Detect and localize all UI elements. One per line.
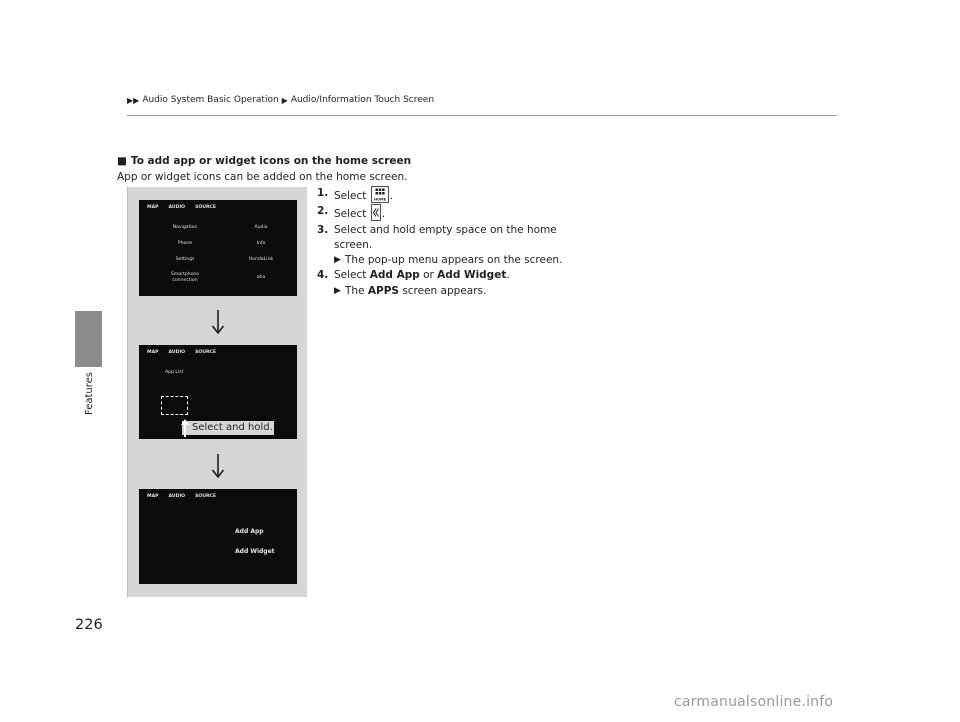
step-4-result — [317, 284, 562, 299]
section-heading — [117, 155, 411, 167]
step-text: Select and hold empty space on the home — [334, 223, 557, 236]
screen-topbar — [147, 350, 216, 355]
step-number: 2. — [317, 205, 329, 218]
page-number: 226 — [75, 617, 103, 633]
add-app-option: Add App — [235, 528, 264, 535]
app-list-screen-illustration — [139, 345, 297, 439]
watermark: carmanualsonline.info — [674, 694, 834, 710]
procedure-steps — [317, 186, 562, 299]
screen-item-settings: Settings — [175, 257, 195, 262]
breadcrumb — [127, 95, 434, 105]
step-4-result-pre: The — [345, 284, 365, 297]
step-4-result-post: screen appears. — [402, 284, 487, 297]
step-3-result-text: The pop-up menu appears on the screen. — [345, 254, 563, 267]
result-arrow-icon: ▶ — [334, 255, 341, 266]
step-4-result-text — [345, 284, 486, 299]
home-screen-illustration — [139, 200, 297, 296]
intro-text: App or widget icons can be added on the home screen. — [117, 171, 408, 183]
screen-item-phone: Phone — [177, 241, 193, 246]
illustration-panel — [127, 187, 307, 597]
screen-item-aha: aha — [256, 275, 266, 280]
breadcrumb-item-touch-screen[interactable]: Audio/Information Touch Screen — [290, 95, 435, 105]
step-1 — [317, 186, 562, 204]
step-3-continued: screen. — [334, 238, 373, 251]
heading-marker: ■ — [117, 155, 127, 167]
step-text — [334, 204, 385, 222]
screen-item-hondalink: HondaLink — [248, 257, 274, 262]
chapter-tab — [75, 311, 102, 367]
topbar-source: SOURCE — [195, 205, 217, 210]
step-number: 1. — [317, 187, 329, 199]
breadcrumb-arrow-icon: ▶▶ — [127, 95, 140, 105]
screen-item-audio: Audio — [254, 225, 268, 230]
step-1-end: . — [389, 190, 394, 202]
empty-space-marker — [161, 396, 188, 415]
step-4-mid: or — [423, 269, 434, 282]
screen-item-smartphone: Smartphone — [170, 272, 200, 277]
step-3-result — [317, 253, 562, 268]
breadcrumb-arrow-icon: ▶ — [281, 95, 288, 105]
step-1-label: Select — [334, 190, 367, 202]
home-grid-icon — [371, 186, 389, 203]
step-text — [334, 268, 510, 283]
step-4-add-app: Add App — [369, 269, 420, 282]
screen-item-connection: connection — [172, 277, 198, 283]
topbar-map: MAP — [147, 205, 159, 210]
topbar-source: SOURCE — [195, 494, 217, 499]
home-icon-label: HOME — [373, 197, 386, 202]
topbar-audio: AUDIO — [168, 350, 186, 355]
add-widget-option: Add Widget — [235, 548, 275, 555]
step-number: 4. — [317, 269, 329, 282]
screen-topbar — [147, 494, 216, 499]
topbar-audio: AUDIO — [168, 494, 186, 499]
screen-topbar — [147, 205, 216, 210]
topbar-audio: AUDIO — [168, 205, 186, 210]
back-chevron-icon — [371, 204, 381, 221]
topbar-map: MAP — [147, 350, 159, 355]
down-arrow-icon — [211, 309, 225, 335]
step-number: 3. — [317, 223, 329, 236]
step-2-end: . — [381, 208, 386, 221]
step-4 — [317, 268, 562, 283]
topbar-source: SOURCE — [195, 350, 217, 355]
topbar-map: MAP — [147, 494, 159, 499]
step-4-result-apps: APPS — [367, 284, 399, 297]
step-4-pre: Select — [334, 269, 367, 282]
header-rule — [127, 115, 837, 116]
step-2-label: Select — [334, 208, 367, 221]
screen-item-navigation: Navigation — [172, 225, 198, 230]
chapter-label: Features — [84, 372, 95, 415]
select-hold-callout: Select and hold. — [182, 421, 274, 435]
step-4-end: . — [506, 269, 510, 282]
heading-text: To add app or widget icons on the home screen — [130, 155, 412, 167]
app-list-label: App List — [165, 370, 184, 375]
popup-menu-screen-illustration — [139, 489, 297, 584]
down-arrow-icon — [211, 453, 225, 479]
step-text — [334, 186, 393, 204]
up-arrow-icon — [181, 419, 189, 437]
step-3 — [317, 223, 562, 238]
screen-item-info: Info — [256, 241, 266, 246]
breadcrumb-item-audio-system[interactable]: Audio System Basic Operation — [142, 95, 279, 105]
step-2 — [317, 204, 562, 222]
result-arrow-icon: ▶ — [334, 285, 341, 296]
step-4-add-widget: Add Widget — [437, 269, 507, 282]
